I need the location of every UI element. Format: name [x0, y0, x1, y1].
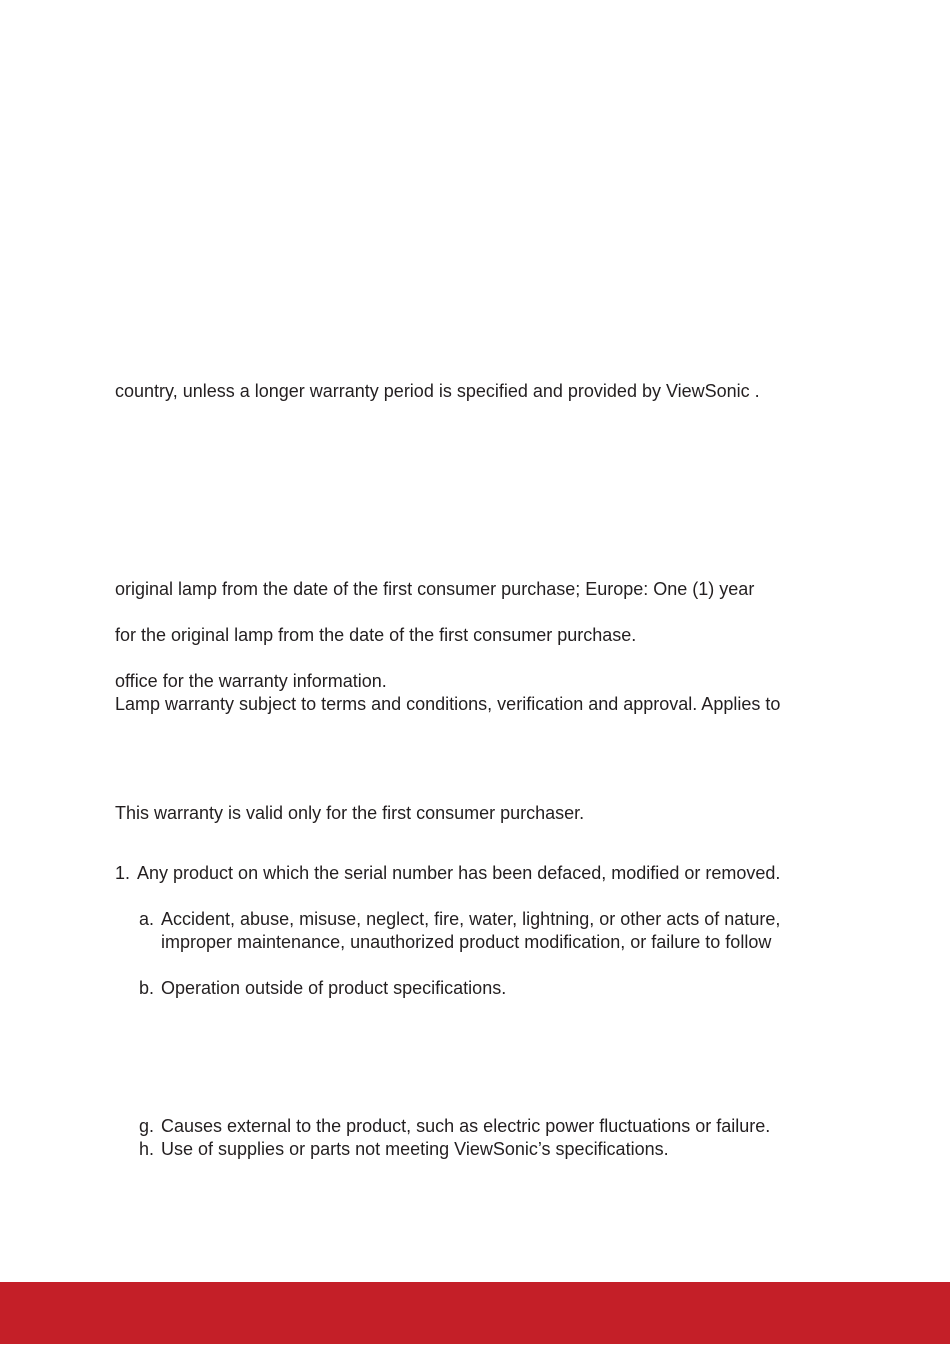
valid-first-purchaser-line: This warranty is valid only for the first consumer purchaser.: [115, 803, 585, 823]
sub-item-b: Operation outside of product specifications.: [161, 978, 507, 998]
sub-item-h: Use of supplies or parts not meeting ViewSonic’s specifications.: [161, 1139, 669, 1159]
list-item-serial-number: Any product on which the serial number has been defaced, modified or removed.: [137, 863, 781, 883]
warranty-country-line: country, unless a longer warranty period is specified and provided by ViewSonic .: [115, 381, 760, 401]
sub-list-marker-a: a.: [139, 909, 155, 929]
sub-item-a-line-1: Accident, abuse, misuse, neglect, fire, water, lightning, or other acts of nature,: [161, 909, 781, 929]
footer-band: [0, 1282, 950, 1344]
sub-item-g: Causes external to the product, such as electric power fluctuations or failure.: [161, 1116, 771, 1136]
sub-list-marker-g: g.: [139, 1116, 155, 1136]
sub-item-a-line-2: improper maintenance, unauthorized product modification, or failure to follow: [161, 932, 772, 952]
sub-list-marker-h: h.: [139, 1139, 155, 1159]
lamp-terms-line: Lamp warranty subject to terms and conditions, verification and approval. Applies to: [115, 694, 781, 714]
sub-list-marker-b: b.: [139, 978, 155, 998]
office-warranty-line: office for the warranty information.: [115, 671, 387, 691]
lamp-warranty-line-2: for the original lamp from the date of the first consumer purchase.: [115, 625, 637, 645]
lamp-warranty-line-1: original lamp from the date of the first consumer purchase; Europe: One (1) year: [115, 579, 755, 599]
list-marker: 1.: [115, 863, 131, 883]
